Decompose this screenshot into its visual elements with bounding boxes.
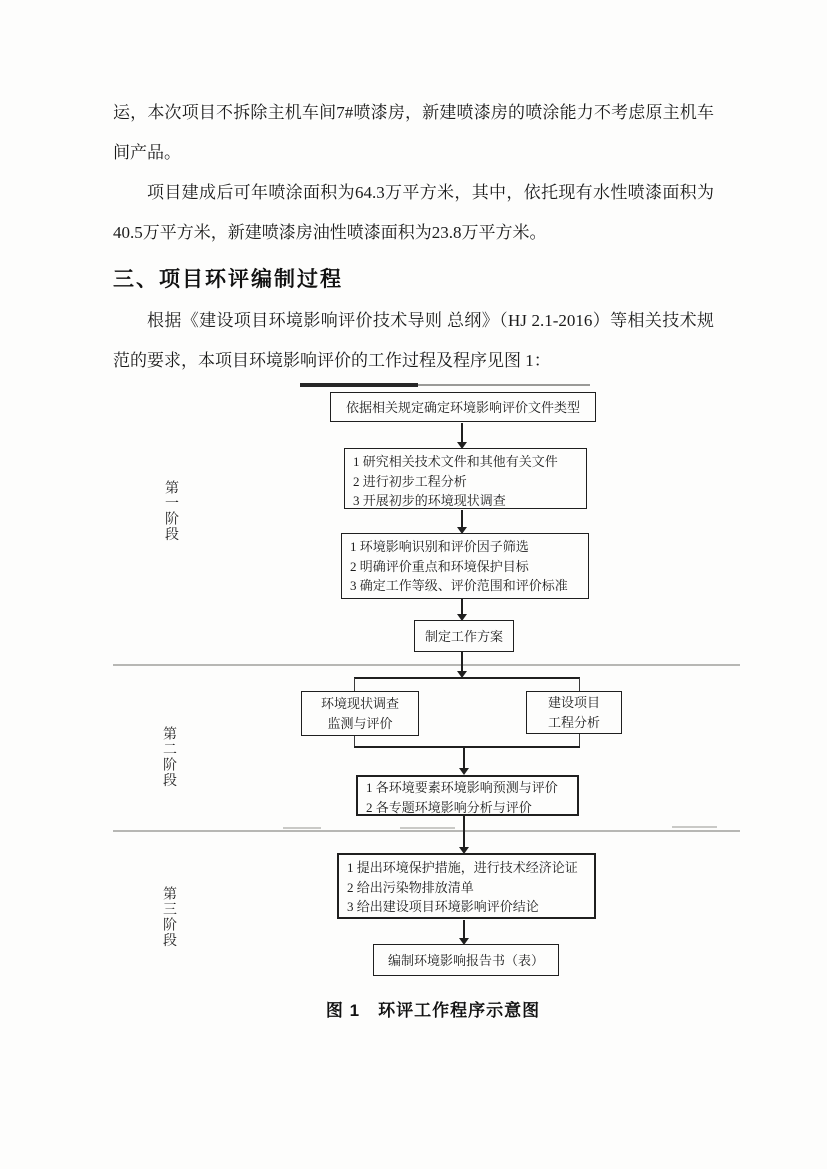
flow-box-status-survey <box>301 691 419 736</box>
flow-box-line: 1 提出环境保护措施，进行技术经济论证 <box>347 860 578 875</box>
flow-box-line: 2 明确评价重点和环境保护目标 <box>350 558 529 574</box>
stage-divider-2 <box>113 830 740 832</box>
paragraph-eia-basis: 根据《建设项目环境影响评价技术导则 总纲》（HJ 2.1-2016）等相关技术规范的要求，本项目环境影响评价的工作过程及程序见图 1： <box>113 311 714 370</box>
stage-label-3: 第三阶段 <box>161 886 176 948</box>
flow-box-line: 2 给出污染物排放清单 <box>347 879 474 895</box>
flow-box-line: 1 研究相关技术文件和其他有关文件 <box>353 454 558 469</box>
branch-stub-left <box>354 678 356 692</box>
flow-box-line: 1 环境影响识别和评价因子筛选 <box>350 539 529 554</box>
down-arrow-connector <box>456 510 468 534</box>
down-arrow-connector <box>458 920 470 945</box>
paragraph-continuation: 运，本次项目不拆除主机车间7#喷漆房，新建喷漆房的喷涂能力不考虑原主机车间产品。 <box>113 103 714 162</box>
flow-box-text: 制定工作方案 <box>424 628 503 644</box>
flow-box-work-plan <box>414 620 514 652</box>
flow-box-line: 环境现状调查 <box>320 695 399 711</box>
paragraph-spray-area: 项目建成后可年喷涂面积为64.3万平方米，其中，依托现有水性喷漆面积为40.5万平方米，新建喷漆房油性喷漆面积为23.8万平方米。 <box>113 183 714 242</box>
scan-artifact-dash <box>283 827 321 829</box>
scan-artifact-dash <box>672 826 717 828</box>
branch-stub-right <box>579 678 581 692</box>
flow-box-protection-measures <box>337 853 596 919</box>
flow-box-line: 工程分析 <box>547 714 600 730</box>
stage-divider-1 <box>113 664 740 666</box>
branch-top-line <box>354 677 580 679</box>
section-heading: 三、项目环评编制过程 <box>113 268 343 291</box>
stage-label-1: 第一阶段 <box>163 480 178 542</box>
flow-box-line: 2 进行初步工程分析 <box>353 473 467 489</box>
flow-box-screening <box>341 533 589 599</box>
flow-box-text: 依据相关规定确定环境影响评价文件类型 <box>345 399 580 415</box>
down-arrow-connector <box>456 652 468 678</box>
flow-box-line: 监测与评价 <box>327 715 393 731</box>
scan-artifact-line <box>418 384 590 386</box>
scan-artifact-line <box>300 383 418 387</box>
flow-box-line: 1 各环境要素环境影响预测与评价 <box>366 780 558 795</box>
down-arrow-connector <box>458 747 470 775</box>
stage-label-2: 第二阶段 <box>161 726 176 788</box>
flow-box-line: 3 开展初步的环境现状调查 <box>353 493 506 508</box>
flow-box-compile-report <box>373 944 559 976</box>
down-arrow-connector <box>456 423 468 449</box>
figure-caption: 图 1 环评工作程序示意图 <box>325 1001 541 1020</box>
scan-artifact-dash <box>400 827 455 829</box>
flow-box-document-type <box>330 392 596 422</box>
flow-box-line: 建设项目 <box>547 694 600 710</box>
flow-box-text: 编制环境影响报告书（表） <box>387 952 544 968</box>
flow-box-impact-prediction <box>356 775 579 816</box>
down-arrow-connector <box>456 599 468 621</box>
flow-box-line: 2 各专题环境影响分析与评价 <box>366 799 532 815</box>
down-arrow-connector <box>458 816 470 854</box>
flow-box-initial-study <box>344 448 587 509</box>
flow-box-line: 3 给出建设项目环境影响评价结论 <box>347 899 539 914</box>
flow-box-project-analysis <box>526 691 622 734</box>
flow-box-line: 3 确定工作等级、评价范围和评价标准 <box>350 578 568 593</box>
